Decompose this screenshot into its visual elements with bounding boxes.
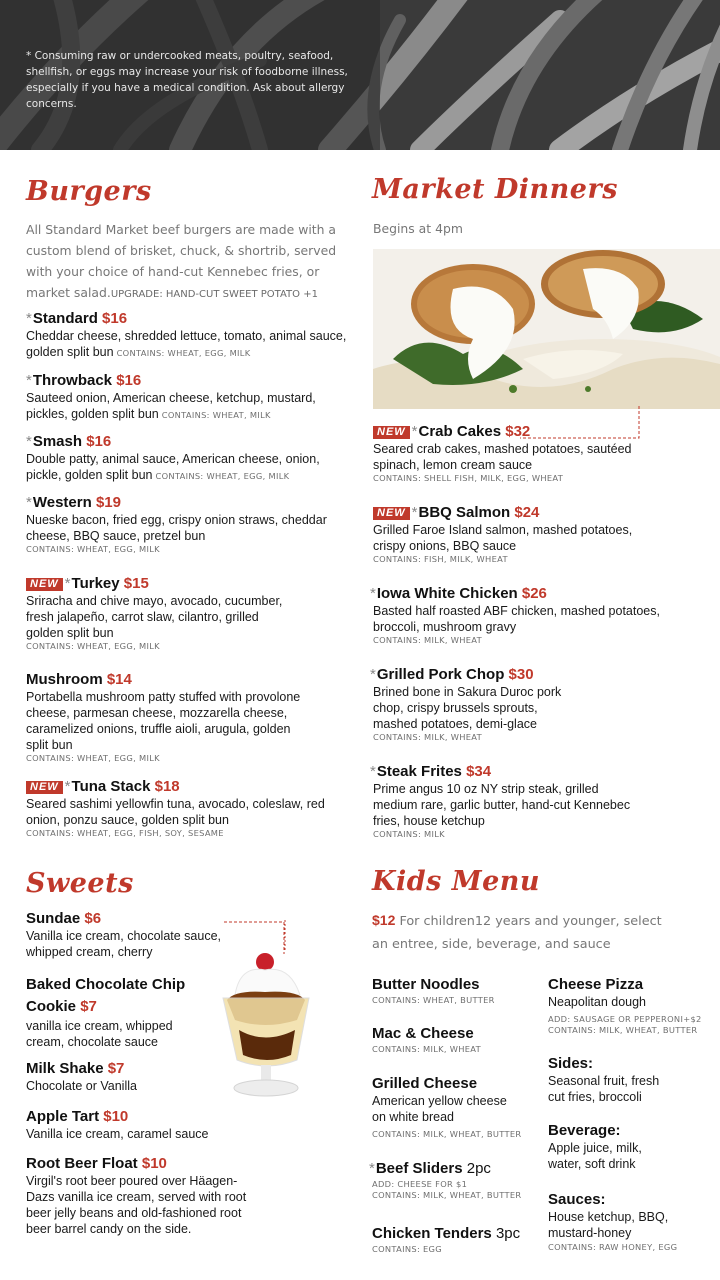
allergen-info: CONTAINS: MILK, WHEAT, BUTTER <box>372 1129 522 1139</box>
market-dinners-subtitle: Begins at 4pm <box>373 221 463 236</box>
raw-item-asterisk: * <box>26 372 32 389</box>
item-description: Prime angus 10 oz NY strip steak, grilled medium rare, garlic butter, hand-cut Kennebec fries, house ketchup <box>373 782 631 828</box>
allergen-info: CONTAINS: MILK, WHEAT, BUTTER <box>372 1190 522 1200</box>
allergen-info: CONTAINS: WHEAT, EGG, MILK <box>26 641 160 651</box>
item-price: $24 <box>514 504 540 521</box>
item-price: $14 <box>106 671 132 688</box>
burger-turkey <box>26 575 286 651</box>
item-name: Grilled Pork Chop <box>376 666 505 683</box>
item-name: Apple Tart <box>26 1108 100 1125</box>
new-badge: NEW <box>373 507 410 520</box>
raw-item-asterisk: * <box>26 310 32 327</box>
burgers-intro-text: All Standard Market beef burgers are made with a custom blend of brisket, chuck, & shortrib, served with your choice of hand-cut Kennebec fries, or market salad. <box>26 222 337 300</box>
item-name: BBQ Salmon <box>418 504 511 521</box>
item-description: Apple juice, milk, water, soft drink <box>548 1141 642 1171</box>
item-description: Vanilla ice cream, caramel sauce <box>26 1127 209 1141</box>
sundae-callout-line <box>224 916 286 956</box>
sweet-baked-cookie <box>26 974 206 1050</box>
item-name: Mushroom <box>26 671 103 688</box>
item-name: Root Beer Float <box>26 1155 138 1172</box>
add-on-info: ADD: SAUSAGE OR PEPPERONI+$2 <box>548 1014 702 1024</box>
raw-item-asterisk: * <box>64 778 71 795</box>
raw-item-asterisk: * <box>369 1160 375 1177</box>
item-name: Grilled Cheese <box>372 1075 478 1092</box>
item-name: Tuna Stack <box>71 778 151 795</box>
kids-beverage <box>548 1122 673 1172</box>
item-name: Standard <box>32 310 98 327</box>
allergen-info: CONTAINS: RAW HONEY, EGG <box>548 1242 678 1252</box>
item-name: Chicken Tenders <box>372 1225 492 1242</box>
allergen-info: CONTAINS: WHEAT, BUTTER <box>372 995 495 1005</box>
kids-mac-cheese <box>372 1025 537 1054</box>
item-description: House ketchup, BBQ, mustard-honey <box>548 1210 669 1240</box>
item-name: Butter Noodles <box>372 976 480 993</box>
allergen-info: CONTAINS: WHEAT, EGG, MILK <box>26 753 160 763</box>
kids-butter-noodles <box>372 976 537 1005</box>
item-price: $10 <box>141 1155 167 1172</box>
item-name: Steak Frites <box>376 763 462 780</box>
burger-standard <box>26 310 356 361</box>
item-description: Grilled Faroe Island salmon, mashed potatoes, crispy onions, BBQ sauce <box>373 523 633 553</box>
food-safety-disclaimer: * Consuming raw or undercooked meats, poultry, seafood, shellfish, or eggs may increase your risk of foodborne illness, especially if you have a medical condition. Ask about allergy concerns. <box>26 50 348 110</box>
allergen-info: CONTAINS: WHEAT, MILK <box>161 410 271 420</box>
item-description: Seared sashimi yellowfin tuna, avocado, coleslaw, red onion, ponzu sauce, golden split bun <box>26 797 325 827</box>
raw-item-asterisk: * <box>370 763 376 780</box>
item-description: Seared crab cakes, mashed potatoes, sautéed spinach, lemon cream sauce <box>373 442 632 472</box>
kids-grilled-cheese <box>372 1075 522 1139</box>
item-piece-count: 2pc <box>466 1160 491 1177</box>
item-name: Turkey <box>71 575 120 592</box>
dinner-steak-frites <box>370 763 640 839</box>
item-price: $18 <box>154 778 180 795</box>
item-price: $16 <box>116 372 142 389</box>
allergen-info: CONTAINS: WHEAT, EGG, MILK <box>26 544 160 554</box>
item-description: vanilla ice cream, whipped cream, chocolate sauce <box>26 1019 173 1049</box>
item-price: $15 <box>123 575 149 592</box>
kids-chicken-tenders <box>372 1225 542 1254</box>
kids-menu-title: Kids Menu <box>372 866 541 897</box>
raw-item-asterisk: * <box>26 433 32 450</box>
raw-item-asterisk: * <box>26 494 32 511</box>
item-name: Beverage: <box>548 1122 621 1139</box>
burger-mushroom <box>26 671 306 763</box>
item-description: Sriracha and chive mayo, avocado, cucumber, fresh jalapeño, carrot slaw, cilantro, grilled golden split bun <box>26 594 283 640</box>
burger-western <box>26 494 331 554</box>
kids-intro-text: For children12 years and younger, select an entree, side, beverage, and sauce <box>372 914 662 952</box>
sweet-apple-tart <box>26 1108 256 1142</box>
sweet-sundae <box>26 910 226 960</box>
dinner-bbq-salmon <box>373 504 633 564</box>
kids-intro <box>372 909 672 956</box>
item-price: $32 <box>505 423 531 440</box>
item-price: $19 <box>95 494 121 511</box>
item-description: Chocolate or Vanilla <box>26 1079 137 1093</box>
item-name: Iowa White Chicken <box>376 585 518 602</box>
item-description: Brined bone in Sakura Duroc pork chop, crispy brussels sprouts, mashed potatoes, demi-glace <box>373 685 562 731</box>
raw-item-asterisk: * <box>64 575 71 592</box>
item-name: Western <box>32 494 92 511</box>
item-price: $6 <box>84 910 102 927</box>
hero-banner <box>0 0 720 150</box>
item-price: $34 <box>466 763 492 780</box>
raw-item-asterisk: * <box>411 504 418 521</box>
raw-item-asterisk: * <box>370 585 376 602</box>
kids-beef-sliders <box>369 1160 539 1200</box>
item-description: Basted half roasted ABF chicken, mashed potatoes, broccoli, mushroom gravy <box>373 604 660 634</box>
item-price: $10 <box>103 1108 129 1125</box>
item-name: Beef Sliders <box>375 1160 463 1177</box>
allergen-info: CONTAINS: FISH, MILK, WHEAT <box>373 554 508 564</box>
item-name: Crab Cakes <box>418 423 502 440</box>
item-description: Vanilla ice cream, chocolate sauce, whipped cream, cherry <box>26 929 222 959</box>
item-piece-count: 3pc <box>495 1225 521 1242</box>
allergen-info: CONTAINS: WHEAT, EGG, MILK <box>116 348 251 358</box>
item-description: Cheddar cheese, shredded lettuce, tomato, animal sauce, golden split bun <box>26 329 347 359</box>
dinner-grilled-pork-chop <box>370 666 630 742</box>
add-on-info: ADD: CHEESE FOR $1 <box>372 1179 468 1189</box>
item-description: Double patty, animal sauce, American cheese, onion, pickle, golden split bun <box>26 452 320 482</box>
sweets-title: Sweets <box>26 868 134 899</box>
crab-cakes-photo <box>373 249 720 409</box>
allergen-info: CONTAINS: MILK, WHEAT, BUTTER <box>548 1025 698 1035</box>
dinner-crab-cakes <box>373 423 673 483</box>
new-badge: NEW <box>373 426 410 439</box>
item-description: American yellow cheese on white bread <box>372 1094 507 1124</box>
item-description: Neapolitan dough <box>548 995 646 1009</box>
item-description: Nueske bacon, fried egg, crispy onion straws, cheddar cheese, BBQ sauce, pretzel bun <box>26 513 327 543</box>
item-description: Portabella mushroom patty stuffed with provolone cheese, parmesan cheese, mozzarella cheese, caramelized onions, truffle aioli, arugula, golden split bun <box>26 690 301 752</box>
item-name: Sides: <box>548 1055 594 1072</box>
raw-item-asterisk: * <box>411 423 418 440</box>
item-description: Sauteed onion, American cheese, ketchup, mustard, pickles, golden split bun <box>26 391 316 421</box>
item-name: Mac & Cheese <box>372 1025 474 1042</box>
item-name: Smash <box>32 433 83 450</box>
kids-sauces <box>548 1191 713 1252</box>
allergen-info: CONTAINS: WHEAT, EGG, FISH, SOY, SESAME <box>26 828 224 838</box>
item-price: $16 <box>86 433 112 450</box>
kids-price: $12 <box>372 912 396 928</box>
raw-item-asterisk: * <box>370 666 376 683</box>
item-price: $26 <box>521 585 547 602</box>
item-price: $7 <box>107 1060 125 1077</box>
burger-tuna-stack <box>26 778 336 838</box>
kids-cheese-pizza <box>548 976 718 1035</box>
allergen-info: CONTAINS: EGG <box>372 1244 442 1254</box>
item-name: Throwback <box>32 372 113 389</box>
new-badge: NEW <box>26 578 63 591</box>
item-price: $30 <box>508 666 534 683</box>
new-badge: NEW <box>26 781 63 794</box>
item-name: Sauces: <box>548 1191 606 1208</box>
dinner-iowa-white-chicken <box>370 585 700 645</box>
item-name: Cheese Pizza <box>548 976 644 993</box>
burgers-intro <box>26 219 356 305</box>
allergen-info: CONTAINS: MILK, WHEAT <box>373 732 483 742</box>
allergen-info: CONTAINS: WHEAT, EGG, MILK <box>155 471 290 481</box>
item-price: $7 <box>80 998 97 1015</box>
burger-smash <box>26 433 356 484</box>
item-name: Baked Chocolate Chip Cookie <box>26 976 186 1015</box>
item-name: Milk Shake <box>26 1060 104 1077</box>
item-description: Seasonal fruit, fresh cut fries, broccoli <box>548 1074 660 1104</box>
burger-throwback <box>26 372 356 423</box>
item-description: Virgil's root beer poured over Häagen-Dazs vanilla ice cream, served with root beer jelly beans and old-fashioned root beer barrel candy on the side. <box>26 1174 247 1236</box>
sweet-milk-shake <box>26 1060 226 1094</box>
allergen-info: CONTAINS: MILK, WHEAT <box>373 635 483 645</box>
burgers-upgrade-note: UPGRADE: HAND-CUT SWEET POTATO +1 <box>110 289 318 300</box>
item-price: $16 <box>102 310 128 327</box>
allergen-info: CONTAINS: SHELL FISH, MILK, EGG, WHEAT <box>373 473 564 483</box>
allergen-info: CONTAINS: MILK, WHEAT <box>372 1044 482 1054</box>
market-dinners-title: Market Dinners <box>372 174 618 205</box>
allergen-info: CONTAINS: MILK <box>373 829 445 839</box>
kids-sides <box>548 1055 678 1105</box>
sweet-root-beer-float <box>26 1155 261 1237</box>
burgers-title: Burgers <box>26 176 152 207</box>
item-name: Sundae <box>26 910 81 927</box>
